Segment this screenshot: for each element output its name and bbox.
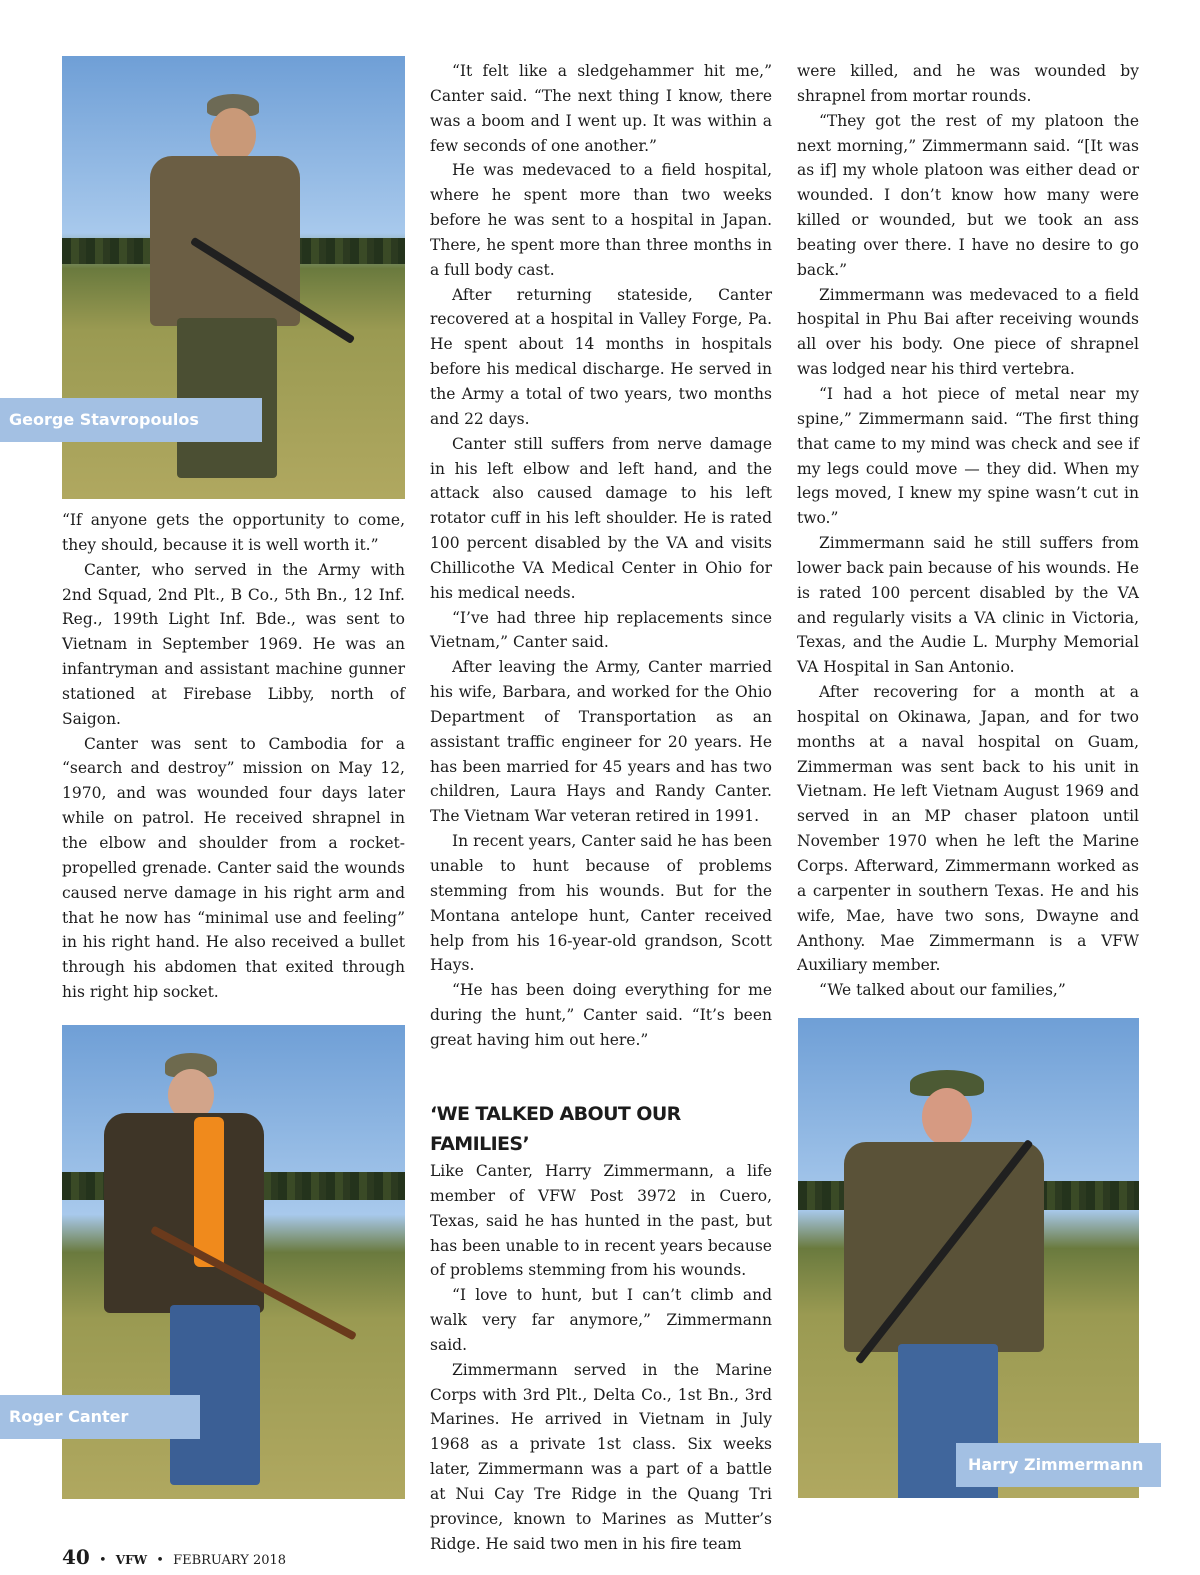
paragraph: “I had a hot piece of metal near my spine,” Zimmermann said. “The first thing that came to my mind was check and see if my legs could move — they did. When my legs moved, I knew my spine wasn’t cut in two.” (797, 384, 1139, 528)
paragraph: “I love to hunt, but I can’t climb and walk very far anymore,” Zimmermann said. (430, 1286, 772, 1354)
bullet-separator-icon: • (156, 1553, 164, 1568)
paragraph: After leaving the Army, Canter married his wife, Barbara, and worked for the Ohio Department of Transportation as an assistant traffic engineer for 20 years. He has been married for 45 years and has two children, Laura Hays and Randy Canter. The Vietnam War veteran retired in 1991. (430, 658, 772, 826)
page-footer (62, 1545, 286, 1569)
paragraph: Canter still suffers from nerve damage in his left elbow and left hand, and the attack also caused damage to his left rotator cuff in his left shoulder. He is rated 100 percent disabled by the VA and visits Chillicothe VA Medical Center in Ohio for his medical needs. (430, 434, 772, 602)
photo-caption: Roger Canter (0, 1395, 200, 1439)
paragraph: Canter, who served in the Army with 2nd Squad, 2nd Plt., B Co., 5th Bn., 12 Inf. Reg., 199th Light Inf. Bde., was sent to Vietnam in September 1969. He was an infantryman and assistant machine gunner stationed at Firebase Libby, north of Saigon. (62, 560, 405, 728)
magazine-name: VFW (115, 1553, 148, 1567)
article-column-2 (430, 59, 772, 1053)
paragraph: Zimmermann said he still suffers from lower back pain because of his wounds. He is rated 100 percent disabled by the VA and regularly visits a VA clinic in Victoria, Texas, and the Audie L. Murphy Memorial VA Hospital in San Antonio. (797, 534, 1139, 677)
section-heading: ‘WE TALKED ABOUT OUR FAMILIES’ (430, 1103, 681, 1155)
paragraph: “He has been doing everything for me during the hunt,” Canter said. “It’s been great having him out here.” (430, 981, 772, 1049)
person-hunter-rifle-icon (798, 1018, 1139, 1498)
photo-caption: George Stavropoulos (0, 398, 262, 442)
bullet-separator-icon: • (98, 1553, 107, 1568)
article-column-1 (62, 508, 405, 1005)
paragraph: “It felt like a sledgehammer hit me,” Canter said. “The next thing I know, there was a boom and I went up. It was within a few seconds of one another.” (430, 62, 772, 155)
paragraph: After returning stateside, Canter recovered at a hospital in Valley Forge, Pa. He spent about 14 months in hospitals before his medical discharge. He served in the Army a total of two years, two months and 22 days. (430, 285, 772, 428)
paragraph: “We talked about our families,” (819, 981, 1066, 1000)
page-number: 40 (62, 1545, 90, 1569)
paragraph: He was medevaced to a field hospital, where he spent more than two weeks before he was sent to a hospital in Japan. There, he spent more than three months in a full body cast. (430, 161, 772, 279)
paragraph: In recent years, Canter said he has been unable to hunt because of problems stemming from his wounds. But for the Montana antelope hunt, Canter received help from his 16-year-old grandson, Scott Hays. (430, 832, 772, 975)
paragraph: After recovering for a month at a hospital on Okinawa, Japan, and for two months at a naval hospital on Guam, Zimmerman was sent back to his unit in Vietnam. He left Vietnam August 1969 and served in an MP chaser platoon until November 1970 when he left the Marine Corps. Afterward, Zimmermann worked as a carpenter in southern Texas. He and his wife, Mae, have two sons, Dwayne and Anthony. Mae Zimmermann is a VFW Auxiliary member. (797, 683, 1139, 975)
paragraph: “They got the rest of my platoon the next morning,” Zimmermann said. “[It was as if] my whole platoon was either dead or wounded. I don’t know how many were killed or wounded, but we took an ass beating over there. I have no desire to go back.” (797, 111, 1139, 279)
article-column-3 (797, 59, 1139, 1003)
issue-date: FEBRUARY 2018 (173, 1553, 287, 1568)
photo-harry-zimmermann (798, 1018, 1139, 1498)
paragraph: Zimmermann served in the Marine Corps with 3rd Plt., Delta Co., 1st Bn., 3rd Marines. He arrived in Vietnam in July 1968 as a private 1st class. Six weeks later, Zimmermann was a part of a battle at Nui Cay Tre Ridge in the Quang Tri province, known to Marines as Mutter’s Ridge. He said two men in his fire team (430, 1360, 772, 1553)
article-column-2-lower (430, 1099, 772, 1557)
paragraph: “If anyone gets the opportunity to come, they should, because it is well worth it.” (62, 511, 405, 554)
paragraph: were killed, and he was wounded by shrapnel from mortar rounds. (797, 62, 1139, 105)
paragraph: Like Canter, Harry Zimmermann, a life member of VFW Post 3972 in Cuero, Texas, said he has hunted in the past, but has been unable to in recent years because of problems stemming from his wounds. (430, 1162, 772, 1280)
paragraph: Zimmermann was medevaced to a field hospital in Phu Bai after receiving wounds all over his body. One piece of shrapnel was lodged near his third vertebra. (797, 285, 1139, 379)
photo-caption: Harry Zimmermann (956, 1443, 1161, 1487)
paragraph: “I’ve had three hip replacements since Vietnam,” Canter said. (430, 608, 772, 652)
paragraph: Canter was sent to Cambodia for a “search and destroy” mission on May 12, 1970, and was wounded four days later while on patrol. He received shrapnel in the elbow and shoulder from a rocket-propelled grenade. Canter said the wounds caused nerve damage in his right arm and that he now has “minimal use and feeling” in his right hand. He also received a bullet through his abdomen that exited through his right hip socket. (62, 734, 405, 1002)
